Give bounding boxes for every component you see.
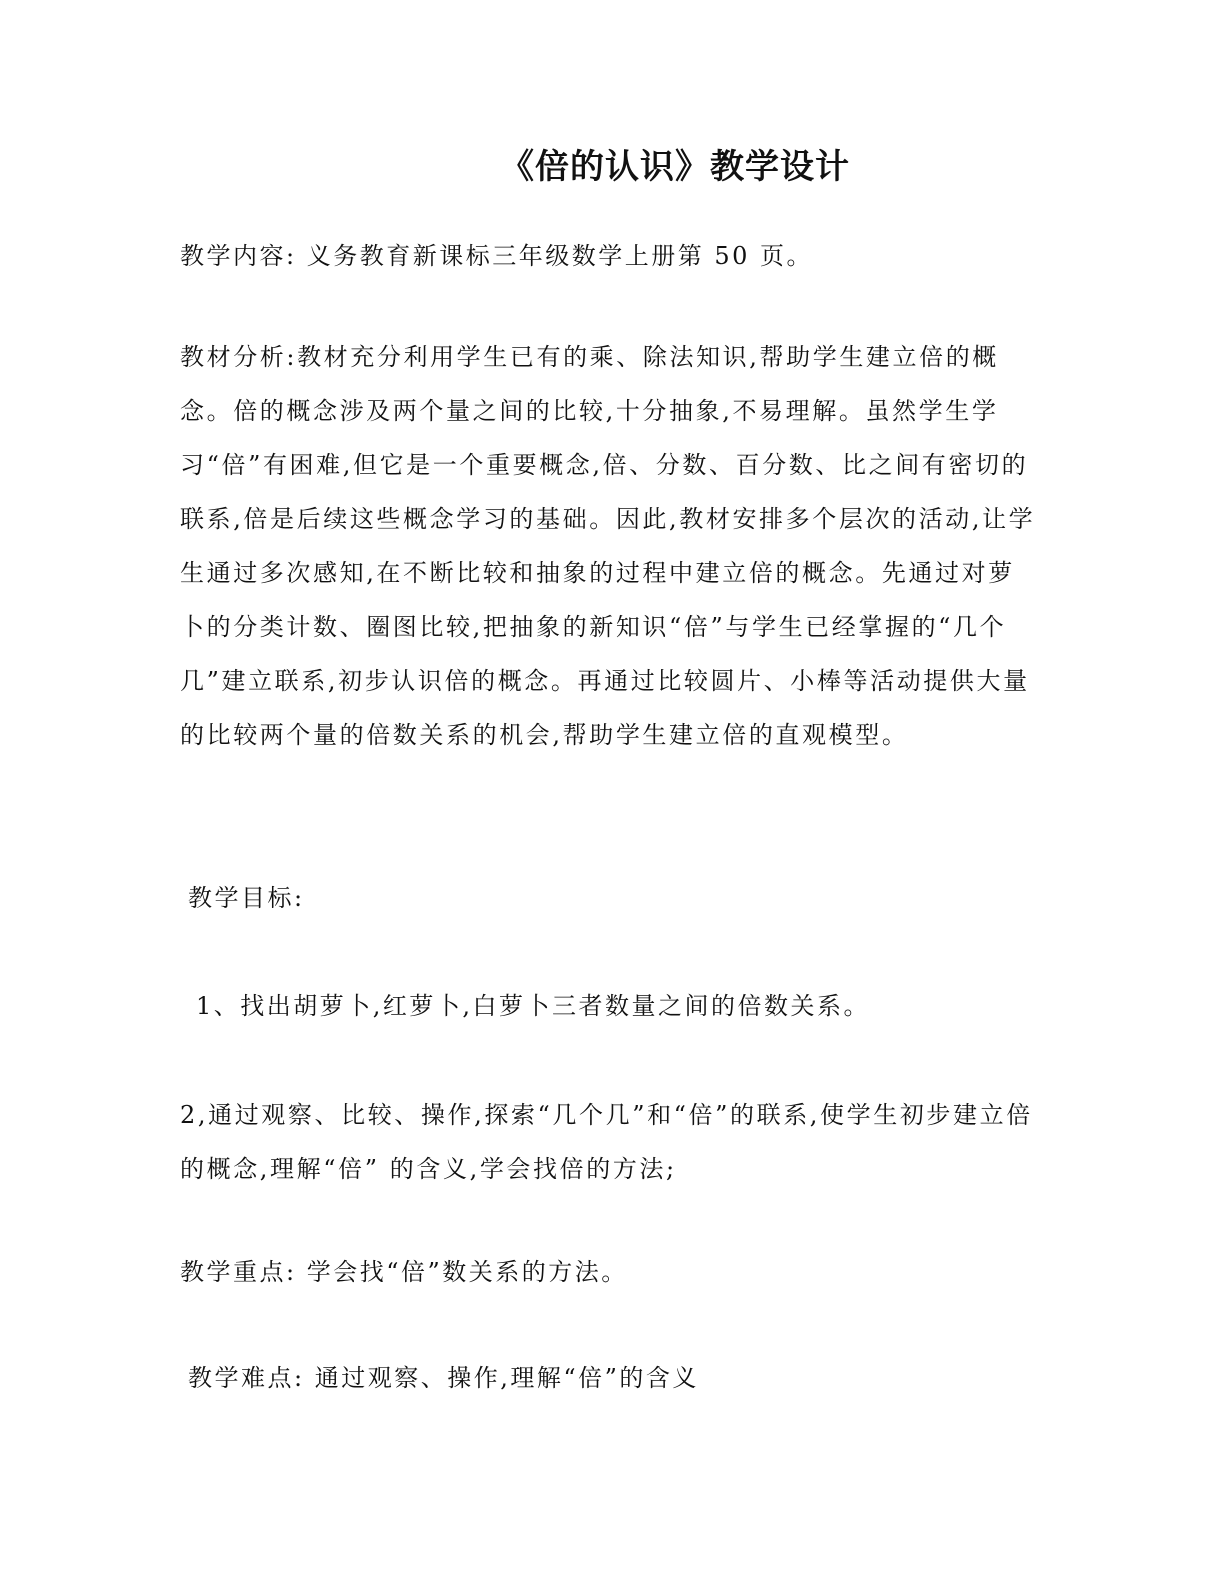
teaching-difficulty: 教学难点: 通过观察、操作,理解“倍”的含义 — [188, 1364, 699, 1392]
teaching-content: 教学内容: 义务教育新课标三年级数学上册第 50 页。 — [180, 242, 814, 270]
teaching-goals-heading: 教学目标: — [188, 884, 305, 912]
document-title: 《倍的认识》教学设计 — [500, 147, 850, 187]
teaching-goal-1: 1、找出胡萝卜,红萝卜,白萝卜三者数量之间的倍数关系。 — [196, 992, 871, 1020]
teaching-goal-2: 2,通过观察、比较、操作,探索“几个几”和“倍”的联系,使学生初步建立倍的概念,理解“倍” 的含义,学会找倍的方法; — [180, 1101, 1033, 1183]
teaching-key-point: 教学重点: 学会找“倍”数关系的方法。 — [180, 1258, 628, 1286]
material-analysis: 教材分析:教材充分利用学生已有的乘、除法知识,帮助学生建立倍的概念。倍的概念涉及两个量之间的比较,十分抽象,不易理解。虽然学生学习“倍”有困难,但它是一个重要概念,倍、分数、百分数、比之间有密切的联系,倍是后续这些概念学习的基础。因此,教材安排多个层次的活动,让学生通过多次感知,在不断比较和抽象的过程中建立倍的概念。先通过对萝卜的分类计数、圈图比较,把抽象的新知识“倍”与学生已经掌握的“几个几”建立联系,初步认识倍的概念。再通过比较圆片、小棒等活动提供大量的比较两个量的倍数关系的机会,帮助学生建立倍的直观模型。 — [180, 343, 1036, 749]
